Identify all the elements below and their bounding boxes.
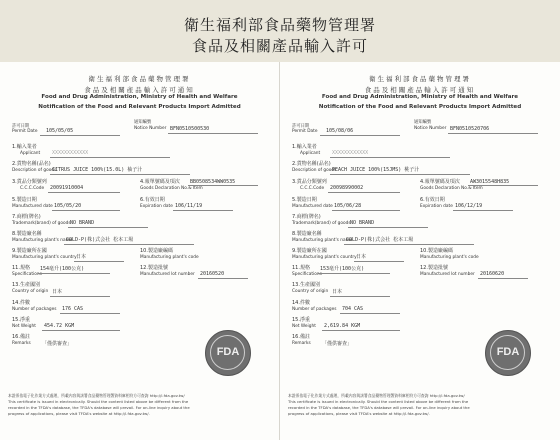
netweight-label-en: Net Weight xyxy=(12,324,36,329)
mfg-date-value: 105/06/28 xyxy=(334,203,362,209)
origin-label-zh: 13.生產國別 xyxy=(292,282,320,288)
netweight-value: 2,619.84 KGM xyxy=(324,323,361,329)
origin-label-en: Country of origin xyxy=(292,289,329,294)
fda-seal xyxy=(485,330,531,376)
declaration-label-en: Goods Declaration No.& Item xyxy=(420,186,483,191)
header-zh-title: 食品及相關產品輸入許可通知 xyxy=(364,86,476,94)
goods-value: PEACH JUICE 100%(15JMS) 桃子汁 xyxy=(332,167,420,173)
notice-no-label-zh: 通知編號 xyxy=(414,120,432,125)
remarks-value: 「僅供審查」 xyxy=(42,341,73,347)
packages-label-en: Number of packages xyxy=(292,307,337,312)
spec-label-zh: 11.規格 xyxy=(12,265,30,271)
footer-line-2: This certificate is issued in electronically. Should the content listed above be different from the xyxy=(8,399,189,404)
goods-label-en: Description of goods xyxy=(292,168,337,173)
manufacturer-label-en: Manufacturing plant's name xyxy=(292,238,353,243)
brand-value: NO BRAND xyxy=(350,220,375,226)
permit-date-label-en: Permit Date xyxy=(292,129,318,134)
netweight-value: 454.72 KGM xyxy=(44,323,75,329)
fda-seal xyxy=(205,330,251,376)
ccc-label-zh: 3.貨品分類號列 xyxy=(292,179,327,185)
remarks-label-en: Remarks xyxy=(292,341,311,346)
packages-value: 704 CAS xyxy=(342,306,364,312)
header-en-agency: Food and Drug Administration, Ministry of Health and Welfare xyxy=(321,94,519,100)
permit-date-value: 105/08/06 xyxy=(326,128,354,134)
remarks-label-zh: 16.備註 xyxy=(292,334,310,340)
brand-value: NO BRAND xyxy=(70,220,95,226)
expiry-label-en: Expiration date xyxy=(420,204,453,209)
lot-label-en: Manufactured lot number xyxy=(420,272,475,277)
footer-line-3: recorded in the TFDA's database, the TFDA's database will prevail. For on-line inquiry about the xyxy=(288,405,470,410)
mfg-date-label-en: Manufactured date xyxy=(292,204,333,209)
permit-date-label-zh: 許可日期 xyxy=(292,124,310,129)
declaration-label-zh: 4.報單號碼及項次 xyxy=(420,179,460,185)
footer-line-1: 本證係依電子化作業方式處理，所載內容與該署食品藥物管理署資料庫相符方可查詢 http://i.fda.gov.tw/ xyxy=(288,393,465,398)
brand-label-en: Trademark(brand) of goods xyxy=(292,221,351,226)
notice-no-value: BFN0510520706 xyxy=(450,126,490,132)
fda-seal-text: FDA xyxy=(216,346,240,358)
footer-line-4: progress of applications, please visit TFDA's website at http://i.fda.gov.tw/. xyxy=(288,411,430,416)
spec-label-zh: 11.規格 xyxy=(292,265,310,271)
origin-value: 日本 xyxy=(332,289,343,295)
header-zh-agency: 衛生福利部食品藥物管理署 xyxy=(369,75,471,83)
applicant-value: XXXXXXXXXXXX xyxy=(332,150,369,156)
plant-country-label-en: Manufacturing plant's country xyxy=(12,255,77,260)
banner-subtitle: 食品及相關產品輸入許可 xyxy=(191,37,368,55)
lot-label-zh: 12.製造批號 xyxy=(420,265,448,271)
netweight-label-zh: 15.淨重 xyxy=(12,317,30,323)
footer-line-1: 本證係依電子化作業方式處理，所載內容與該署食品藥物管理署資料庫相符方可查詢 http://i.fda.gov.tw/ xyxy=(8,393,185,398)
plant-code-label-zh: 10.製造廠編碼 xyxy=(140,248,173,254)
permit-date-value: 105/05/05 xyxy=(46,128,74,134)
notice-no-value: BFN0510500530 xyxy=(170,126,210,132)
banner-title: 衛生福利部食品藥物管理署 xyxy=(183,16,376,34)
fda-seal-text: FDA xyxy=(496,346,520,358)
brand-label-zh: 7.商標(牌名) xyxy=(12,214,41,220)
remarks-label-zh: 16.備註 xyxy=(12,334,30,340)
lot-value: 20160520 xyxy=(200,271,225,277)
remarks-value: 「僅供審查」 xyxy=(322,341,353,347)
declaration-label-zh: 4.報單號碼及項次 xyxy=(140,179,180,185)
plant-code-label-en: Manufacturing plant's code xyxy=(420,255,479,260)
remarks-label-en: Remarks xyxy=(12,341,31,346)
declaration-value: AW3015548H835 xyxy=(470,179,510,185)
declaration-value: BB0508534WW0535 xyxy=(190,179,236,185)
spec-value: 153毫升(100公克) xyxy=(320,266,365,272)
applicant-label-en: Applicant xyxy=(20,151,41,156)
expiry-value: 106/11/19 xyxy=(175,203,203,209)
packages-label-zh: 14.件數 xyxy=(12,300,30,306)
plant-country-value: 日本 xyxy=(76,254,87,260)
applicant-label-zh: 1.輸入業者 xyxy=(12,144,37,150)
ccc-label-en: C.C.C.Code xyxy=(300,186,325,191)
notice-no-label-zh: 通知編號 xyxy=(134,120,152,125)
header-en-title: Notification of the Food and Relevant Products Import Admitted xyxy=(318,104,522,110)
brand-label-zh: 7.商標(牌名) xyxy=(292,214,321,220)
ccc-label-zh: 3.貨品分類號列 xyxy=(12,179,47,185)
header-en-agency: Food and Drug Administration, Ministry of Health and Welfare xyxy=(41,94,238,100)
permit-date-label-en: Permit Date xyxy=(12,129,38,134)
applicant-label-zh: 1.輸入業者 xyxy=(292,144,317,150)
notice-no-label-en: Notice Number xyxy=(414,126,447,131)
permit-document-2 xyxy=(280,62,560,440)
footer-line-4: progress of applications, please visit TFDA's website at http://i.fda.gov.tw/. xyxy=(8,411,150,416)
mfg-date-label-zh: 5.製造日期 xyxy=(292,197,317,203)
packages-value: 176 CAS xyxy=(62,306,84,312)
expiry-label-zh: 6.有效日期 xyxy=(140,197,165,203)
origin-value: 日本 xyxy=(52,289,63,295)
packages-label-en: Number of packages xyxy=(12,307,57,312)
manufacturer-label-zh: 8.製造廠名稱 xyxy=(12,231,42,237)
plant-code-label-zh: 10.製造廠編碼 xyxy=(420,248,453,254)
notice-no-label-en: Notice Number xyxy=(134,126,167,131)
lot-value: 20160620 xyxy=(480,271,505,277)
plant-code-label-en: Manufacturing plant's code xyxy=(140,255,199,260)
header-en-title: Notification of the Food and Relevant Products Import Admitted xyxy=(38,104,241,110)
page-banner xyxy=(0,0,560,62)
ccc-label-en: C.C.C.Code xyxy=(20,186,45,191)
applicant-value: XXXXXXXXXXXX xyxy=(52,150,89,156)
origin-label-en: Country of origin xyxy=(12,289,49,294)
expiry-label-zh: 6.有效日期 xyxy=(420,197,445,203)
goods-label-zh: 2.貨物名稱(品名) xyxy=(12,161,51,167)
mfg-date-label-zh: 5.製造日期 xyxy=(12,197,37,203)
manufacturer-label-en: Manufacturing plant's name xyxy=(12,238,73,243)
brand-label-en: Trademark(brand) of goods xyxy=(12,221,71,226)
mfg-date-value: 105/05/20 xyxy=(54,203,82,209)
plant-country-value: 日本 xyxy=(356,254,367,260)
goods-value: CITRUS JUICE 100%(15.0L) 柚子汁 xyxy=(52,167,143,173)
permit-date-label-zh: 許可日期 xyxy=(12,124,30,129)
manufacturer-label-zh: 8.製造廠名稱 xyxy=(292,231,322,237)
plant-country-label-zh: 9.製造廠所在國 xyxy=(292,248,327,254)
lot-label-en: Manufactured lot number xyxy=(140,272,195,277)
goods-label-zh: 2.貨物名稱(品名) xyxy=(292,161,331,167)
declaration-label-en: Goods Declaration No.& Item xyxy=(140,186,203,191)
goods-label-en: Description of goods xyxy=(12,168,57,173)
applicant-label-en: Applicant xyxy=(300,151,321,156)
expiry-label-en: Expiration date xyxy=(140,204,173,209)
plant-country-label-en: Manufacturing plant's country xyxy=(292,255,357,260)
mfg-date-label-en: Manufactured date xyxy=(12,204,53,209)
manufacturer-value: GOLD-P(株)式会社 松本工場 xyxy=(346,237,414,243)
spec-value: 154毫升(100公克) xyxy=(40,266,85,272)
expiry-value: 106/12/19 xyxy=(455,203,483,209)
header-zh-agency: 衛生福利部食品藥物管理署 xyxy=(88,75,191,83)
footer-line-3: recorded in the TFDA's database, the TFDA's database will prevail. For on-line inquiry about the xyxy=(8,405,190,410)
header-zh-title: 食品及相關產品輸入許可通知 xyxy=(84,86,195,94)
plant-country-label-zh: 9.製造廠所在國 xyxy=(12,248,47,254)
spec-label-en: Specifications xyxy=(292,272,322,277)
lot-label-zh: 12.製造批號 xyxy=(140,265,168,271)
origin-label-zh: 13.生產國別 xyxy=(12,282,40,288)
ccc-value: 20091910004 xyxy=(50,185,84,191)
netweight-label-zh: 15.淨重 xyxy=(292,317,310,323)
netweight-label-en: Net Weight xyxy=(292,324,316,329)
ccc-value: 20098990002 xyxy=(330,185,364,191)
permit-document-1 xyxy=(0,62,280,440)
packages-label-zh: 14.件數 xyxy=(292,300,310,306)
spec-label-en: Specifications xyxy=(12,272,42,277)
manufacturer-value: GOLD-P(株)式会社 松本工場 xyxy=(66,237,134,243)
footer-line-2: This certificate is issued in electronically. Should the content listed above be different from the xyxy=(288,399,469,404)
